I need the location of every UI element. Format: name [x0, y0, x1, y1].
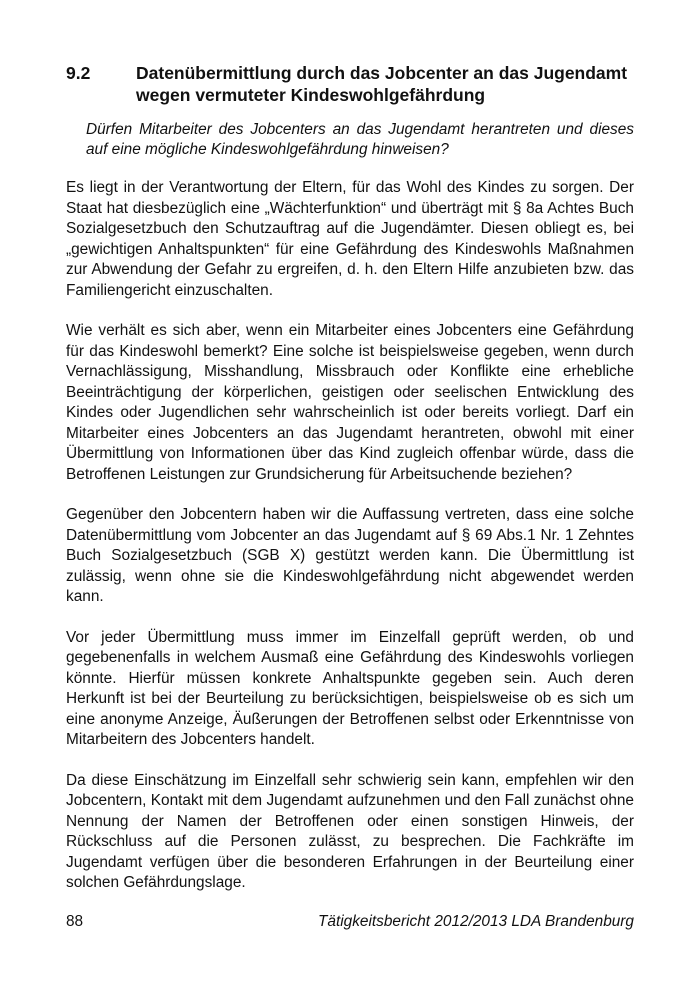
section-title: Datenübermittlung durch das Jobcenter an das Jugendamt wegen vermuteter Kindeswohlgefährdung: [136, 63, 628, 105]
body-paragraph-3: Gegenüber den Jobcentern haben wir die Auffassung vertreten, dass eine solche Datenübermittlung vom Jobcenter an das Jugendamt auf § 69 Abs.1 Nr. 1 Zehntes Buch Sozialgesetzbuch (SGB X) gestützt werden kann. Die Übermittlung ist zulässig, wenn ohne sie die Kindeswohlgefährdung nicht abgewendet werden kann.: [66, 506, 634, 605]
section-heading: [66, 62, 634, 106]
page-footer: [66, 912, 634, 932]
document-page: [66, 62, 634, 894]
guiding-question: Dürfen Mitarbeiter des Jobcenters an das Jugendamt herantreten und dieses auf eine mögliche Kindeswohlgefährdung hinweisen?: [86, 121, 634, 158]
report-title: Tätigkeitsbericht 2012/2013 LDA Brandenburg: [318, 913, 634, 930]
body-paragraph-4: Vor jeder Übermittlung muss immer im Einzelfall geprüft werden, ob und gegebenenfalls in welchem Ausmaß eine Gefährdung des Kindeswohls vorliegen könnte. Hierfür müssen konkrete Anhaltspunkte gegeben sein. Auch deren Herkunft ist bei der Beurteilung zu berücksichtigen, beispielsweise ob es sich um eine anonyme Anzeige, Äußerungen der Betroffenen selbst oder Erkenntnisse von Mitarbeitern des Jobcenters handelt.: [66, 628, 634, 748]
page-number: 88: [66, 913, 84, 930]
body-paragraph-1: Es liegt in der Verantwortung der Eltern, für das Wohl des Kindes zu sorgen. Der Staat hat diesbezüglich eine „Wächterfunktion“ und überträgt mit § 8a Achtes Buch Sozialgesetzbuch den Schutzauftrag auf die Jugendämter. Diesen obliegt es, bei „gewichtigen Anhaltspunkten“ für eine Gefährdung des Kindeswohls Maßnahmen zur Abwendung der Gefahr zu ergreifen, d. h. den Eltern Hilfe anzubieten bzw. das Familiengericht einzuschalten.: [66, 179, 634, 299]
section-number: 9.2: [66, 63, 91, 83]
body-paragraph-2: Wie verhält es sich aber, wenn ein Mitarbeiter eines Jobcenters eine Gefährdung für das Kindeswohl bemerkt? Eine solche ist beispielsweise gegeben, wenn durch Vernachlässigung, Misshandlung, Missbrauch oder Konflikte eine erhebliche Beeinträchtigung der körperlichen, geistigen oder seelischen Entwicklung des Kindes oder Jugendlichen sehr wahrscheinlich ist oder bereits vorliegt. Darf ein Mitarbeiter eines Jobcenters an das Jugendamt herantreten, obwohl mit einer Übermittlung von Informationen über das Kind zugleich offenbar würde, dass die Betroffenen Leistungen zur Grundsicherung für Arbeitsuchende beziehen?: [66, 322, 634, 483]
body-paragraph-5: Da diese Einschätzung im Einzelfall sehr schwierig sein kann, empfehlen wir den Jobcentern, Kontakt mit dem Jugendamt aufzunehmen und den Fall zunächst ohne Nennung der Namen der Betroffenen oder einen sonstigen Hinweis, der Rückschluss auf die Personen zulässt, zu besprechen. Die Fachkräfte im Jugendamt verfügen über die besonderen Erfahrungen in der Beurteilung einer solchen Gefährdungslage.: [66, 771, 634, 891]
